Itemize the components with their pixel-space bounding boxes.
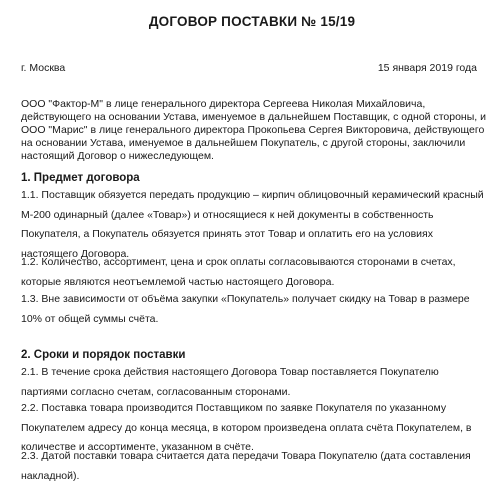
preamble-line: на основании Устава, именуемое в дальнейшем Покупатель, с другой стороны, заключили bbox=[21, 137, 466, 149]
clause-line: 2.2. Поставка товара производится Поставщиком по заявке Покупателя по указанному bbox=[21, 402, 447, 414]
clause-line: 1.2. Количество, ассортимент, цена и срок оплаты согласовываются сторонами в счетах, bbox=[21, 256, 456, 268]
clause-line: 1.1. Поставщик обязуется передать продукцию – кирпич облицовочный керамический красный bbox=[21, 189, 484, 201]
document-title: ДОГОВОР ПОСТАВКИ № 15/19 bbox=[148, 14, 356, 29]
clause-1-3 bbox=[21, 290, 485, 329]
preamble-line: настоящий Договор о нижеследующем. bbox=[21, 150, 214, 162]
clause-line: накладной). bbox=[21, 469, 80, 482]
preamble-line: действующего на основании Устава, именуемое в дальнейшем Поставщик, с одной стороны, и bbox=[21, 111, 486, 123]
clause-2-1 bbox=[21, 363, 485, 402]
preamble-line: ООО "Марис" в лице генерального директора Прокопьева Сергея Викторовича, действующего bbox=[21, 124, 485, 136]
clause-line: М-200 одинарный (далее «Товар») и относящиеся к ней документы в собственность bbox=[21, 208, 434, 221]
clause-line: настоящего Договора. bbox=[21, 247, 130, 260]
clause-line: партиями согласно счетам, согласованным сторонами. bbox=[21, 385, 291, 398]
clause-line: Покупателем адресу до конца месяца, в котором произведена оплата счёта Покупателем, в bbox=[21, 421, 472, 434]
clause-line: 1.3. Вне зависимости от объёма закупки «Покупатель» получает скидку на Товар в размере bbox=[21, 293, 470, 305]
clause-line: 2.1. В течение срока действия настоящего Договора Товар поставляется Покупателю bbox=[21, 366, 439, 378]
section-1-heading: 1. Предмет договора bbox=[21, 172, 140, 184]
clause-line: которые являются неотъемлемой частью настоящего Договора. bbox=[21, 275, 335, 288]
clause-line: количестве и ассортименте, указанном в счёте. bbox=[21, 441, 254, 453]
clause-line: Покупателя, а Покупатель обязуется принять этот Товар и оплатить его на условиях bbox=[21, 228, 433, 240]
preamble-line: ООО "Фактор-М" в лице генерального директора Сергеева Николая Михайловича, bbox=[21, 98, 426, 110]
clause-2-3 bbox=[21, 447, 485, 486]
section-2-heading: 2. Сроки и порядок поставки bbox=[21, 349, 186, 361]
preamble bbox=[21, 98, 487, 163]
document-city: г. Москва bbox=[21, 62, 66, 74]
clause-1-2 bbox=[21, 253, 485, 292]
document-date: 15 января 2019 года bbox=[377, 62, 477, 74]
clause-line: 2.3. Датой поставки товара считается дата передачи Товара Покупателю (дата составления bbox=[21, 450, 471, 462]
clause-line: 10% от общей суммы счёта. bbox=[21, 312, 159, 325]
